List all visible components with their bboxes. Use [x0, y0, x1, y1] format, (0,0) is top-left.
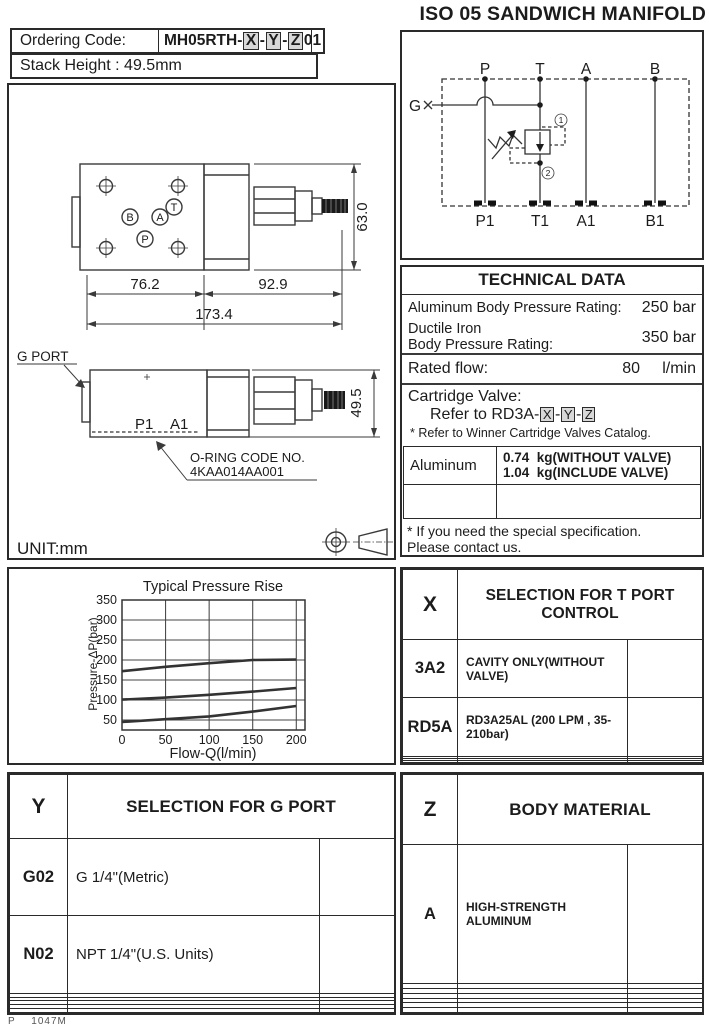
- selection-y-table: [9, 774, 395, 1013]
- port-t-label: T: [170, 202, 178, 214]
- cartridge-valve-block: [402, 385, 702, 446]
- extra-cell: [628, 760, 703, 762]
- stack-height-box: Stack Height : 49.5mm: [10, 53, 318, 79]
- extra-cell: [628, 640, 703, 698]
- ordering-code-box: [10, 28, 325, 54]
- selection-x-panel: [400, 567, 704, 765]
- oring-code: 4KAA014AA001: [190, 464, 284, 479]
- desc-cell: G 1/4"(Metric): [68, 839, 320, 916]
- y-tick-label: 100: [96, 693, 117, 707]
- dim-76-2: 76.2: [130, 276, 160, 293]
- dim-92-9: 92.9: [258, 276, 288, 293]
- port-p-label: P: [141, 234, 149, 246]
- y-tick-label: 200: [96, 653, 117, 667]
- relief-valve-body: [525, 130, 550, 154]
- selection-x-row: [403, 698, 703, 756]
- ref-x-box: X: [540, 407, 554, 422]
- selection-z-code-letter: Z: [403, 775, 458, 845]
- port-label-p: P: [479, 61, 491, 78]
- chart-plot-area: [96, 593, 307, 747]
- port-label-b1: B1: [645, 213, 665, 230]
- rated-flow-row: [402, 355, 702, 385]
- code-x-box: X: [243, 32, 258, 50]
- desc-cell: RD3A25AL (200 LPM , 35-210bar): [458, 698, 628, 756]
- extra-cell: [320, 916, 395, 993]
- page-title: ISO 05 SANDWICH MANIFOLD: [419, 3, 706, 25]
- g-port-label: G PORT: [17, 349, 69, 364]
- code-y-box: Y: [266, 32, 281, 50]
- side-port-a1: A1: [170, 416, 189, 433]
- pressure-rise-chart: [9, 569, 394, 763]
- ref-y-box: Y: [561, 407, 575, 422]
- rated-flow-value: 80: [622, 359, 640, 377]
- code-sep1: -: [259, 32, 265, 49]
- schematic-panel: [400, 30, 704, 260]
- port-label-b: B: [649, 61, 661, 78]
- cartridge-ref: Refer to RD3A- X - Y - Z: [408, 406, 698, 424]
- technical-data-panel: [400, 265, 704, 557]
- code-cell: RD5A: [403, 698, 458, 756]
- x-tick-label: 100: [198, 733, 220, 747]
- aluminum-pressure-row: [402, 295, 702, 323]
- selection-y-row: [10, 1009, 395, 1013]
- chart-xlabel: Flow-Q(l/min): [169, 746, 257, 762]
- desc-cell: [458, 1008, 628, 1013]
- code-cell: N02: [10, 916, 68, 993]
- page-footer-fragment: P 1047M: [8, 1016, 67, 1024]
- marker-2: 2: [545, 168, 551, 178]
- rated-flow-label: Rated flow:: [408, 359, 489, 377]
- port-label-a: A: [580, 61, 592, 78]
- ordering-code-label: Ordering Code:: [12, 30, 159, 52]
- code-cell: [10, 1009, 68, 1013]
- code-cell: [403, 1008, 458, 1013]
- selection-z-table: [402, 774, 703, 1013]
- selection-y-row: [10, 916, 395, 993]
- selection-x-code-letter: X: [403, 570, 458, 640]
- code-suffix: 01: [303, 32, 322, 49]
- selection-y-title: SELECTION FOR G PORT: [68, 775, 395, 839]
- rated-flow-unit: l/min: [662, 359, 696, 377]
- dim-49-5: 49.5: [348, 388, 365, 418]
- ductile-pressure-value: 350 bar: [641, 328, 696, 346]
- cartridge-title: Cartridge Valve:: [408, 387, 522, 405]
- code-cell: 3A2: [403, 640, 458, 698]
- cartridge-note: * Refer to Winner Cartridge Valves Catalog.: [410, 425, 651, 440]
- chart-title: Typical Pressure Rise: [142, 579, 284, 595]
- drawing-panel: [7, 83, 396, 560]
- technical-data-title: TECHNICAL DATA: [402, 267, 702, 295]
- y-tick-label: 250: [96, 633, 117, 647]
- code-cell: A: [403, 845, 458, 984]
- selection-z-row: [403, 1008, 703, 1013]
- port-label-t1: T1: [530, 213, 550, 230]
- weight-empty-cell: [497, 485, 700, 518]
- port-a-label: A: [156, 212, 164, 224]
- port-label-t: T: [535, 61, 545, 78]
- extra-cell: [320, 1009, 395, 1013]
- x-tick-label: 150: [242, 733, 264, 747]
- valve-flow-arrow-head: [536, 144, 544, 152]
- y-tick-label: 350: [96, 593, 117, 607]
- aluminum-pressure-value: 250 bar: [641, 299, 696, 317]
- marker-1: 1: [558, 115, 564, 125]
- extra-cell: [628, 845, 703, 984]
- selection-y-header: [10, 775, 395, 839]
- selection-x-row: [403, 640, 703, 698]
- g-port-label: G: [409, 98, 422, 115]
- port-seats: [474, 201, 666, 206]
- chart-ylabel: Pressure-ΔP(bar): [86, 617, 100, 711]
- desc-cell: CAVITY ONLY(WITHOUT VALVE): [458, 640, 628, 698]
- selection-x-header: [403, 570, 703, 640]
- extra-cell: [628, 1008, 703, 1013]
- y-tick-label: 150: [96, 673, 117, 687]
- x-tick-label: 200: [285, 733, 307, 747]
- selection-x-table: [402, 569, 703, 763]
- y-tick-label: 50: [103, 713, 117, 727]
- desc-cell: [68, 1009, 320, 1013]
- unit-label: UNIT:mm: [17, 539, 88, 558]
- code-cell: [403, 760, 458, 762]
- side-port-p1: P1: [135, 416, 154, 433]
- extra-cell: [628, 698, 703, 756]
- ref-z-box: Z: [582, 407, 595, 422]
- dim-63-0: 63.0: [354, 202, 371, 232]
- ordering-code-value: [159, 30, 322, 52]
- y-tick-label: 300: [96, 613, 117, 627]
- port-label-a1: A1: [576, 213, 596, 230]
- special-note: * If you need the special specification. Please contact us.: [407, 522, 642, 555]
- side-view: [82, 370, 345, 437]
- desc-cell: HIGH-STRENGTH ALUMINUM: [458, 845, 628, 984]
- code-z-box: Z: [288, 32, 302, 50]
- g-port-callout: [17, 349, 85, 388]
- chart-panel: [7, 567, 396, 765]
- selection-z-title: BODY MATERIAL: [458, 775, 703, 845]
- weight-empty-cell: [404, 485, 497, 518]
- junction-dot: [537, 102, 543, 108]
- weight-table: [403, 446, 701, 519]
- selection-z-header: [403, 775, 703, 845]
- weight-values: 0.74 kg(WITHOUT VALVE) 1.04 kg(INCLUDE VALVE): [497, 447, 700, 485]
- port-b-label: B: [126, 212, 134, 224]
- code-cell: G02: [10, 839, 68, 916]
- ductile-pressure-label: Ductile Iron Body Pressure Rating:: [408, 320, 554, 353]
- x-tick-label: 0: [118, 733, 126, 747]
- code-sep2: -: [282, 32, 288, 49]
- spring-icon: [488, 135, 522, 148]
- junction-dot: [537, 160, 543, 166]
- dim-173-4: 173.4: [195, 306, 233, 323]
- code-prefix: MH05RTH-: [164, 32, 243, 49]
- oring-label: O-RING CODE NO.: [190, 450, 305, 465]
- x-tick-label: 50: [158, 733, 173, 747]
- aluminum-pressure-label: Aluminum Body Pressure Rating:: [408, 300, 622, 317]
- port-label-p1: P1: [475, 213, 495, 230]
- dimension-drawing: [9, 85, 394, 558]
- selection-x-row: [403, 760, 703, 762]
- projection-symbol-icon: [322, 528, 393, 556]
- ductile-pressure-row: [402, 322, 702, 355]
- top-view: [72, 164, 348, 270]
- desc-cell: [458, 760, 628, 762]
- selection-z-row: [403, 845, 703, 984]
- dimensions-top-view: [87, 164, 371, 330]
- drain-line: [510, 148, 538, 163]
- g-line: [432, 97, 540, 105]
- extra-cell: [320, 839, 395, 916]
- selection-y-panel: [7, 772, 396, 1015]
- desc-cell: NPT 1/4"(U.S. Units): [68, 916, 320, 993]
- oring-callout: [156, 441, 317, 480]
- weight-material: Aluminum: [404, 447, 497, 485]
- selection-x-title: SELECTION FOR T PORT CONTROL: [458, 570, 703, 640]
- selection-y-code-letter: Y: [10, 775, 68, 839]
- selection-z-panel: [400, 772, 704, 1015]
- hydraulic-schematic: [402, 32, 702, 258]
- selection-y-row: [10, 839, 395, 916]
